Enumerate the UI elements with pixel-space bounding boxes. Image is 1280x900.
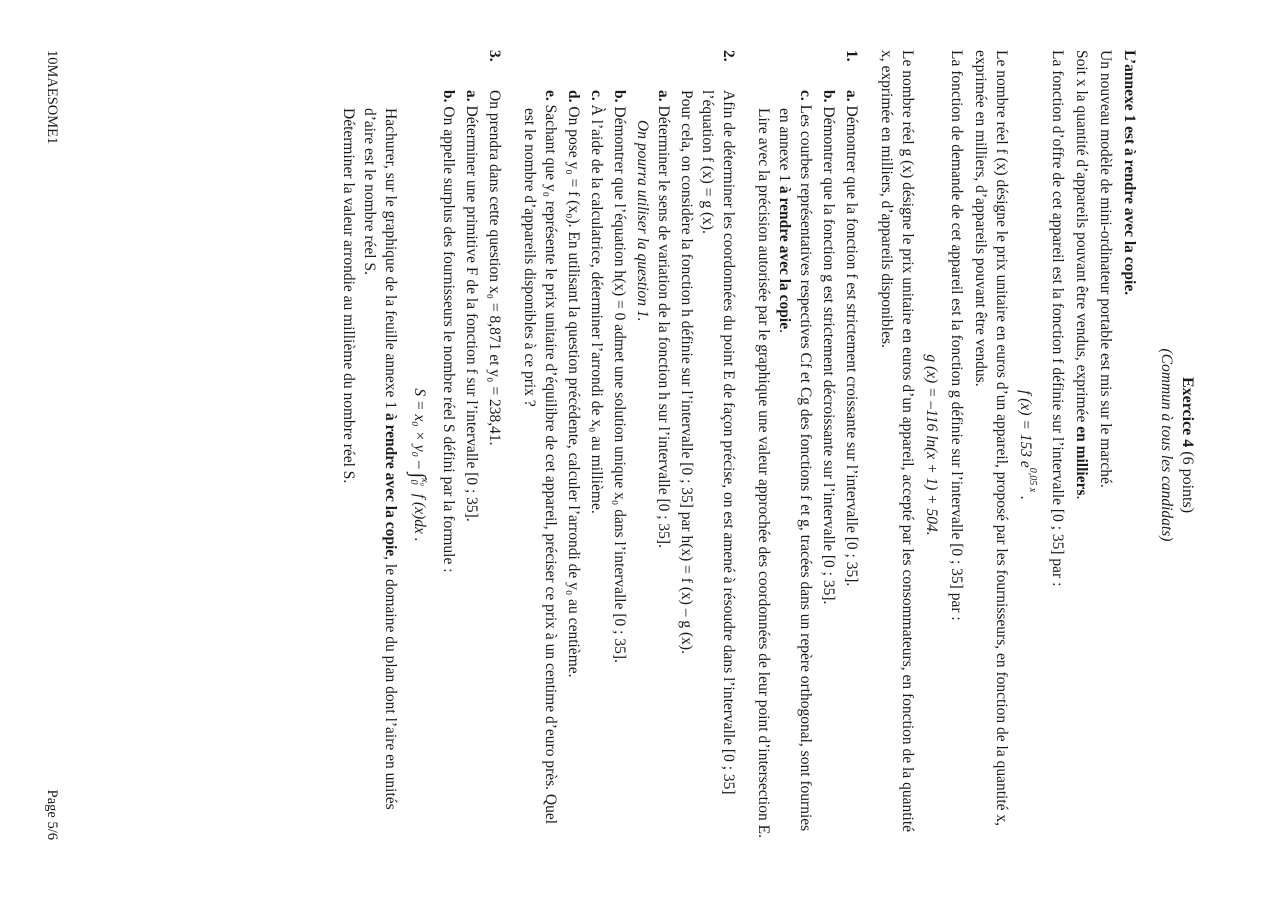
question-1a-text: Démontrer que la fonction f est strictement croissante sur l’intervalle [0 ; 35]. [843,105,860,587]
s-formula-right: f (x)dx . [411,493,428,542]
question-3b-text: On appelle surplus des fournisseurs le nombre réel S défini par la formule : [440,106,457,573]
exercise-title [1177,50,1198,840]
question-3b-final: Déterminer la valeur arrondie au millième du nombre réel S. [340,108,357,484]
question-1c-bold: à rendre avec la copie [776,185,793,330]
integral-upper-bound: x₀ [418,478,430,486]
f-formula-base: f (x) = 153 e [1017,390,1034,468]
question-3-intro: On prendra dans cette question x₀ = 8,871 et y₀ = 238,41. [486,90,503,446]
question-3b-hatch-end: , le domaine du plan dont l’aire en unités d’aire est le nombre réel S. [361,108,399,810]
question-2b [609,90,630,840]
question-2c-text: À l’aide de la calculatrice, déterminer l’arrondi de x₀ au millième. [588,104,605,514]
question-1c-label: c. [797,90,814,101]
question-3b-hatch [359,90,401,840]
annex-note: L’annexe 1 est à rendre avec la copie. [1121,50,1138,296]
question-2a-label: a. [655,90,672,102]
intro-p2-bold: en milliers [1073,426,1090,496]
question-3 [338,50,505,840]
question-2b-label: b. [611,90,628,103]
intro-paragraph-5: La fonction de demande de cet appareil est la fonction g définie sur l’intervalle [0 ; 35] par : [948,50,965,621]
question-2a-text: Déterminer le sens de variation de la fonction h sur l’intervalle [0 ; 35]. [655,105,672,548]
question-2d-label: d. [565,90,582,103]
exercise-subtitle: (Commun à tous les candidats) [1158,348,1175,542]
exercise-number: Exercice 4 [1179,376,1196,448]
question-1-number: 1. [843,50,860,62]
footer-code: 10MAESOME1 [44,50,60,145]
question-2 [519,50,739,840]
question-1c-text: Les courbes représentatives respectives Cf et Cg des fonctions f et g, tracées dans un repère orthogonal, sont fournies en annexe 1 [776,104,814,832]
question-2b-text: Démontrer que l’équation h(x) = 0 admet une solution unique x₀ dans l’intervalle [0 ; 35]. [611,106,628,663]
f-formula: f (x) = 153 $e^{0,05 x}$ . [1017,390,1038,500]
question-2d-text: On pose y₀ = f (x₀). En utilisant la question précédente, calculer l’arrondi de y₀ au centième. [565,106,582,678]
integral-lower-bound: 0 [407,479,419,485]
question-1b-text: Démontrer que la fonction g est strictement décroissante sur l’intervalle [0 ; 35]. [820,106,837,605]
question-3-number: 3. [486,50,503,62]
question-1a-label: a. [843,90,860,102]
question-2c-label: c. [588,90,605,101]
question-2d [563,90,584,840]
question-3b-label: b. [440,90,457,103]
footer-page-number: Page 5/6 [44,789,60,840]
intro-paragraph-2 [1071,50,1092,840]
question-1c [774,90,816,840]
question-1 [753,50,862,840]
question-2e-text: Sachant que y₀ représente le prix unitaire d’équilibre de cet appareil, préciser ce prix à un centime d’euro près. Quel est le nombre d’appareils disponibles à ce prix ? [521,104,559,825]
question-3a-text: Déterminer une primitive F de la fonction f sur l’intervalle [0 ; 35]. [463,105,480,522]
integral-symbol: ∫ [407,472,429,479]
question-1c-continuation: Lire avec la précision autorisée par le graphique une valeur approchée des coordonnées de leur point d’intersection E. [755,108,772,838]
intro-paragraph-1: Un nouveau modèle de mini-ordinateur portable est mis sur le marché. [1097,50,1114,488]
question-2e [519,90,561,840]
intro-p2-end: . [1073,495,1090,500]
question-1b-label: b. [820,90,837,103]
intro-paragraph-3: La fonction d’offre de cet appareil est la fonction f définie sur l’intervalle [0 ; 35] par : [1049,50,1066,587]
page-footer [41,50,62,840]
question-1c-end: . [776,329,793,333]
g-formula: g (x) = –116 ln(x + 1) + 504. [923,354,940,536]
intro-p2-text: Soit x la quantité d’appareils pouvant être vendus, exprimée [1073,50,1090,427]
question-2a-note: On pourra utiliser la question 1. [634,120,651,322]
question-3b-hatch-text: Hachurer, sur le graphique de la feuille annexe 1 [382,108,399,413]
question-2e-label: e. [542,90,559,101]
question-2c [586,90,607,840]
question-3a [461,90,482,840]
question-3b [438,90,459,840]
f-formula-exponent: 0,05 x [1027,467,1038,493]
intro-paragraph-4: Le nombre réel f (x) désigne le prix unitaire en euros d’un appareil, proposé par les fournisseurs, en fonction de la quantité x, exprimée en milliers, d’appareils pouvant être vendus. [972,50,1010,827]
question-3a-label: a. [463,90,480,102]
s-formula-left: S = x₀ × y₀ – [411,388,428,469]
question-1b [818,90,839,840]
question-1a [841,90,862,840]
exercise-points: (6 points) [1179,451,1196,514]
question-2-number: 2. [720,50,737,62]
question-2-intro-2: Pour cela, on considère la fonction h définie sur l’intervalle [0 ; 35] par h(x) = f (x) – g (x). [678,90,695,654]
question-2a [653,90,674,840]
question-2-intro: Afin de déterminer les coordonnées du point E de façon précise, on est amené à résoudre dans l’intervalle [0 ; 35] l’équation f (x) = g (x). [699,90,737,795]
intro-paragraph-6: Le nombre réel g (x) désigne le prix unitaire en euros d’un appareil, accepté par les consommateurs, en fonction de la quantité x, exprimée en milliers, d’appareils disponibles. [878,50,916,833]
s-formula [407,90,430,840]
question-3b-hatch-bold: à rendre avec la copie [382,412,399,557]
